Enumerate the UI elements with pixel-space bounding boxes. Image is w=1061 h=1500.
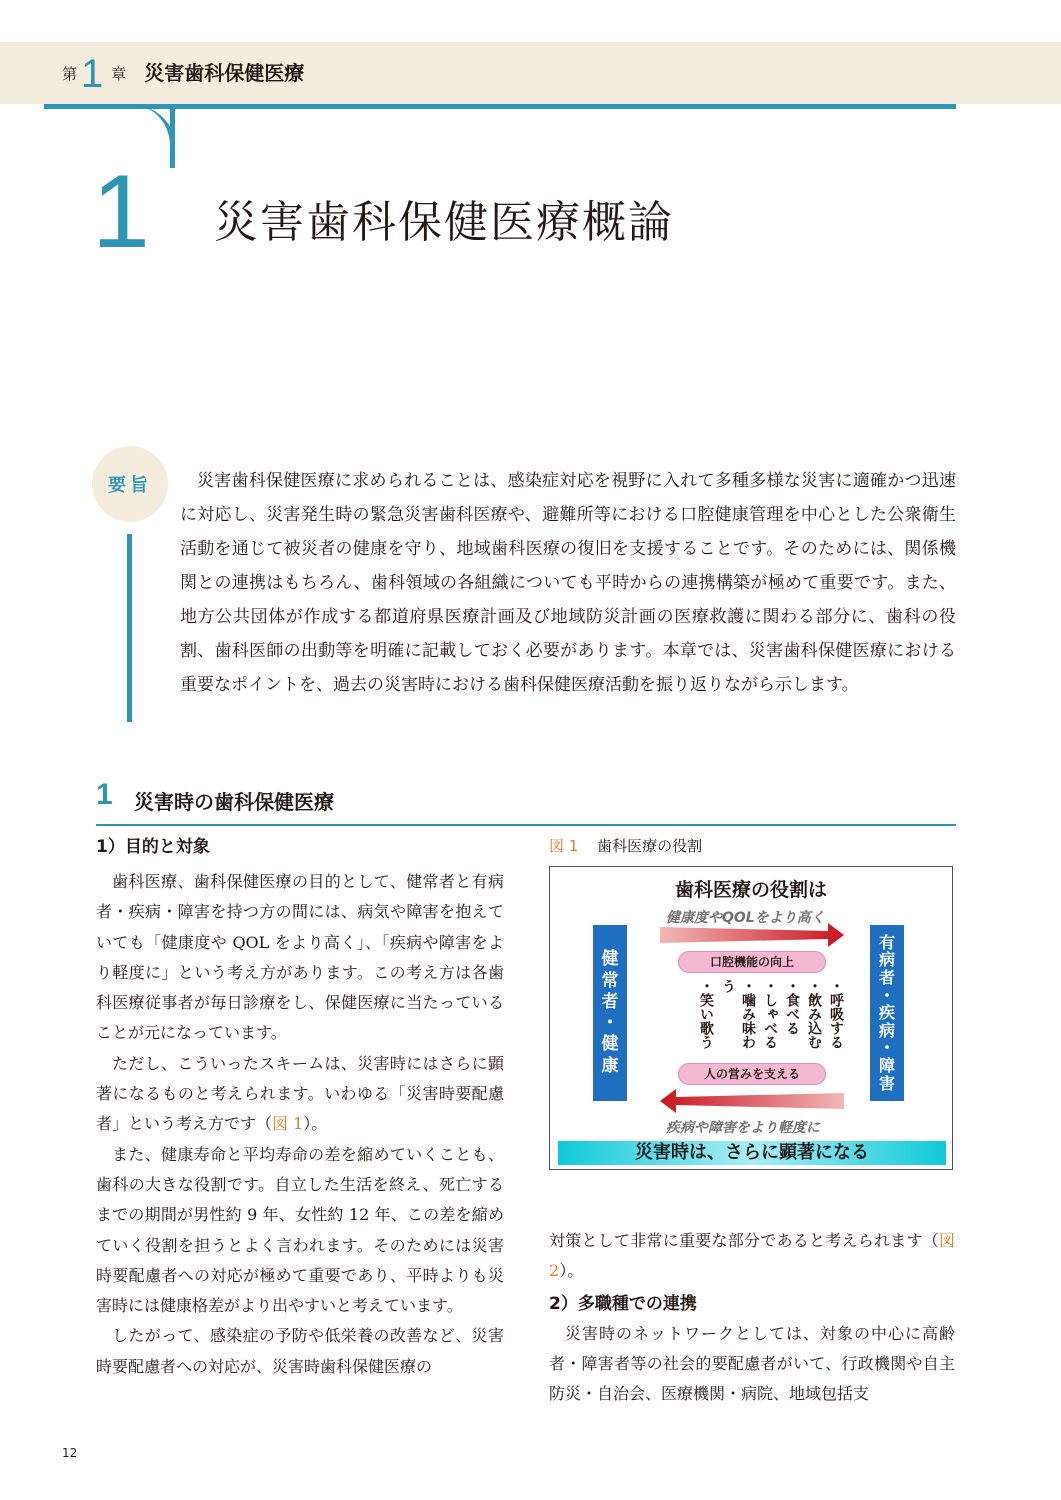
page-number: 12 xyxy=(62,1446,78,1460)
pill-oral-function: 口腔機能の向上 xyxy=(678,951,826,973)
function-item: ・飲み込む xyxy=(806,979,822,1049)
box-healthy xyxy=(593,925,627,1101)
pill-support-life: 人の営みを支える xyxy=(678,1063,826,1085)
figure-caption-title: 歯科医療の役割 xyxy=(597,837,703,855)
box-patients-char: 病 xyxy=(878,1020,895,1040)
chapter-number: 1 xyxy=(81,52,104,96)
box-patients-char: 疾 xyxy=(878,1003,895,1023)
box-patients-char: 有 xyxy=(878,932,895,952)
figure-1 xyxy=(549,866,953,1170)
box-healthy-char: 常 xyxy=(601,970,619,991)
function-item: ・呼吸する xyxy=(828,979,844,1049)
heading-1 xyxy=(96,778,956,826)
summary-text: 災害歯科保健医療に求められることは、感染症対応を視野に入れて多種多様な災害に適確かつ迅速に対応し、災害発生時の緊急災害歯科医療や、避難所等における口腔健康管理を中心とした公衆衛生活動を通じて被災者の健康を守り、地域歯科医療の復旧を支援することです。そのためには、関係機関との連携はもちろん、歯科領域の各組織についても平時からの連携構築が極めて重要です。また、地方公共団体が作成する都道府県医療計画及び地域防災計画の医療救護に関わる部分に、歯科の役割、歯科医師の出動等を明確に記載しておく必要があります。本章では、災害歯科保健医療における重要なポイントを、過去の災害時における歯科保健医療活動を振り返りながら示します。 xyxy=(180,471,956,695)
paragraph-2 xyxy=(96,1049,504,1140)
box-patients xyxy=(870,925,904,1101)
subheading-purpose: 1）目的と対象 xyxy=(96,837,210,857)
oral-function-list xyxy=(696,979,846,1061)
chapter-sho: 章 xyxy=(111,65,127,83)
heading-1-title: 災害時の歯科保健医療 xyxy=(134,790,334,814)
paragraph-4: したがって、感染症の予防や低栄養の改善など、災害時要配慮者への対応が、災害時歯科保健医療の xyxy=(96,1326,504,1376)
paragraph-5 xyxy=(549,1226,955,1287)
section-title: 災害歯科保健医療概論 xyxy=(214,197,674,248)
box-healthy-char: 健 xyxy=(601,1034,619,1055)
figure-caption-number: 図 1 xyxy=(549,837,579,855)
header-rule xyxy=(44,104,956,109)
function-item: ・笑い歌う xyxy=(698,979,714,1049)
paragraph-5-text: 対策として非常に重要な部分であると考えられます（ xyxy=(549,1231,939,1250)
arrow-left xyxy=(660,1089,844,1113)
figure-footer: 災害時は、さらに顕著になる xyxy=(558,1141,946,1165)
box-patients-char: 者 xyxy=(878,968,895,988)
section-number: 1 xyxy=(92,154,150,270)
box-patients-char: ・ xyxy=(878,1038,895,1058)
chapter-title: 災害歯科保健医療 xyxy=(144,61,305,85)
box-healthy-char: 健 xyxy=(601,949,619,970)
function-item: ・食べる xyxy=(784,979,800,1035)
box-patients-char: ・ xyxy=(878,985,895,1005)
paragraph-5-end: ）。 xyxy=(559,1261,584,1281)
header-rule-curve xyxy=(130,106,175,146)
box-healthy-char: 者 xyxy=(601,991,619,1012)
arrow-label-bottom: 疾病や障害をより軽度に xyxy=(666,1120,820,1136)
paragraph-1: 歯科医療、歯科保健医療の目的として、健常者と有病者・疾病・障害を持つ方の間には、病気や障害を抱えていても「健康度や QOL をより高く」、「疾病や障害をより軽度に」という考え方があります。この考え方は各歯科医療従事者が毎日診療をし、保健医療に当たっていることが元になっています。 xyxy=(96,872,504,1043)
right-column-text xyxy=(549,1226,955,1409)
figure-2-reference[interactable]: 図 2 xyxy=(549,1231,955,1281)
subheading-collaboration: 2）多職種での連携 xyxy=(549,1293,697,1314)
box-patients-char: 病 xyxy=(878,950,895,970)
summary-badge: 要旨 xyxy=(92,446,168,522)
box-patients-char: 害 xyxy=(878,1073,895,1093)
left-column xyxy=(96,835,504,1382)
box-healthy-char: 康 xyxy=(601,1055,619,1076)
chapter-label xyxy=(62,48,304,96)
header-rule-stem xyxy=(170,106,175,168)
paragraph-6: 災害時のネットワークとしては、対象の中心に高齢者・障害者等の社会的要配慮者がいて、行政機関や自主防災・自治会、医療機関・病院、地域包括支 xyxy=(549,1323,955,1404)
figure-caption xyxy=(549,835,955,859)
arrow-label-top: 健康度やQOLをより高く xyxy=(666,910,825,926)
paragraph-3: また、健康寿命と平均寿命の差を縮めていくことも、歯科の大きな役割です。自立した生活を終え、死亡するまでの期間が男性約 9 年、女性約 12 年、この差を縮めていく役割を担うとよく言われます。そのためには災害時要配慮者への対応が極めて重要であり、平時よりも災害時には健康格差がより出やすいと考えています。 xyxy=(96,1144,504,1316)
box-healthy-char: ・ xyxy=(601,1013,619,1033)
summary-bar xyxy=(127,534,132,722)
paragraph-2-end: ）。 xyxy=(303,1114,328,1134)
function-item: ・噛み味わう xyxy=(720,979,756,1049)
heading-1-number: 1 xyxy=(96,778,113,811)
function-item: ・しゃべる xyxy=(762,979,778,1049)
figure-heading: 歯科医療の役割は xyxy=(674,879,827,901)
figure-1-reference[interactable]: 図 1 xyxy=(272,1114,304,1134)
box-patients-char: 障 xyxy=(878,1055,895,1075)
paragraph-2-text: ただし、こういったスキームは、災害時にはさらに顕著になるものと考えられます。いわゆる「災害時要配慮者」という考え方です（ xyxy=(96,1053,504,1134)
chapter-dai: 第 xyxy=(62,65,78,83)
